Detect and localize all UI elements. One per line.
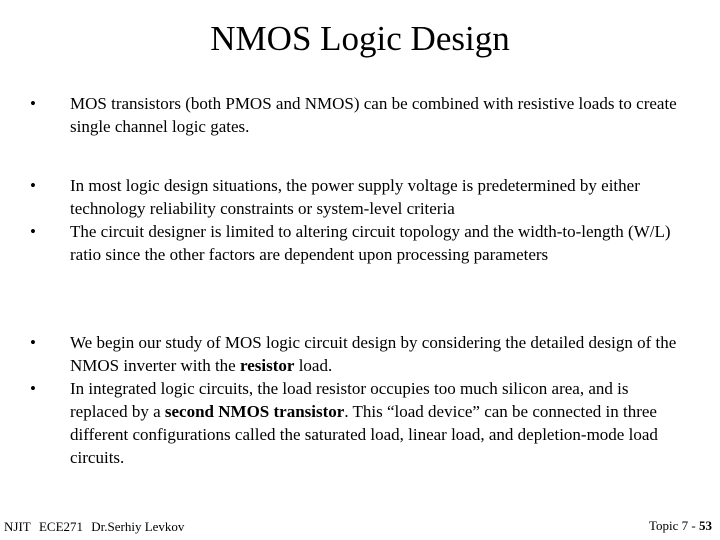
footer-page-info <box>649 518 712 534</box>
bullet-item <box>30 92 690 138</box>
bullet-text: MOS transistors (both PMOS and NMOS) can be combined with resistive loads to create single channel logic gates. <box>70 94 677 136</box>
bullet-text-part: In integrated logic circuits, the load resistor occupies too much silicon area, and is replaced by a <box>70 379 629 421</box>
footer-instructor: Dr.Serhiy Levkov <box>91 519 185 534</box>
footer-institution: NJIT <box>4 519 31 534</box>
bullet-group-design-constraints <box>30 174 690 266</box>
slide-title: NMOS Logic Design <box>210 19 510 58</box>
footer-course: ECE271 <box>38 519 84 534</box>
bullet-group-inverter-design <box>30 331 690 469</box>
bullet-marker: • <box>30 176 36 195</box>
page-number: 53 <box>699 518 712 533</box>
bullet-text <box>70 379 658 467</box>
bullet-emphasis: second NMOS transistor <box>164 402 345 421</box>
footer-topic: Topic 7 - <box>649 518 696 533</box>
bullet-marker: • <box>30 333 36 352</box>
bullet-item <box>30 174 690 220</box>
bullet-marker: • <box>30 94 36 113</box>
bullet-text-part: We begin our study of MOS logic circuit design by considering the detailed design of the NMOS inverter with the <box>70 333 677 375</box>
bullet-text-part: load. <box>294 356 333 375</box>
bullet-text <box>70 333 676 375</box>
bullet-item <box>30 220 690 266</box>
bullet-group-intro <box>30 92 690 138</box>
bullet-text: The circuit designer is limited to altering circuit topology and the width-to-length (W/L) ratio since the other factors are dependent upon processing parameters <box>70 222 671 264</box>
bullet-marker: • <box>30 379 36 398</box>
bullet-text-part: . This “load device” can be connected in three different configurations called the saturated load, linear load, and depletion-mode load circuits. <box>70 402 658 467</box>
footer-credits <box>4 519 189 535</box>
bullet-item <box>30 377 690 469</box>
bullet-item <box>30 331 690 377</box>
bullet-emphasis: resistor <box>239 356 295 375</box>
bullet-marker: • <box>30 222 36 241</box>
bullet-text: In most logic design situations, the power supply voltage is predetermined by either technology reliability constraints or system-level criteria <box>70 176 640 218</box>
